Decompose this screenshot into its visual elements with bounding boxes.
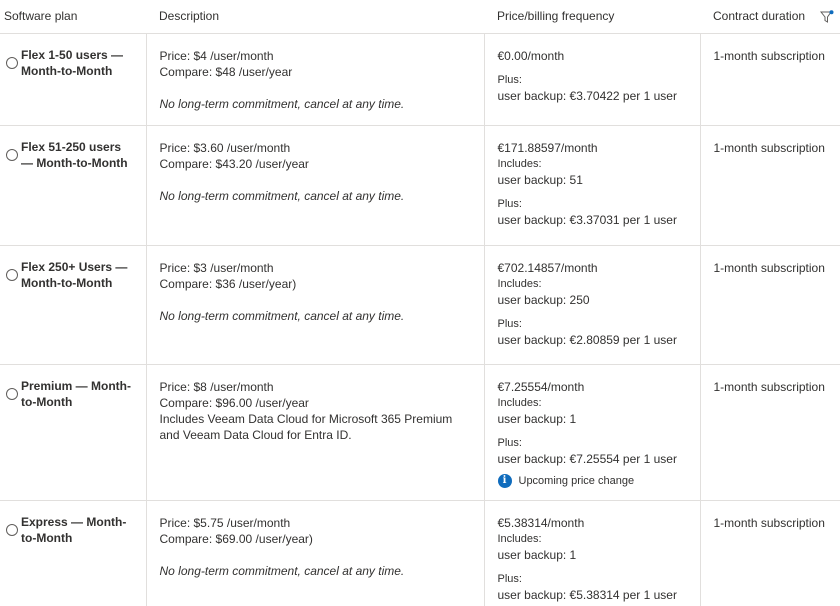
plan-row[interactable] [0,364,840,500]
filter-icon[interactable] [820,10,834,24]
description-line: Price: $4 /user/month [159,48,274,63]
plan-cell[interactable] [0,125,146,245]
header-row [0,0,840,33]
includes-line: Includes: [497,396,542,409]
description-line: Compare: $48 /user/year [159,64,293,79]
commitment-note: No long-term commitment, cancel at any time. [159,563,405,578]
price-cell [484,245,700,364]
monthly-price: €171.88597/month [497,140,598,155]
plus-price: user backup: €3.70422 per 1 user [497,88,677,103]
contract-duration: 1-month subscription [713,379,825,394]
commitment-note: No long-term commitment, cancel at any time. [159,188,405,203]
plus-label: Plus: [497,436,522,449]
contract-duration: 1-month subscription [713,140,825,155]
description-line: Compare: $96.00 /user/year [159,395,309,410]
includes-line: Includes: [497,277,542,290]
plan-cell[interactable] [0,500,146,606]
plus-price: user backup: €7.25554 per 1 user [497,451,677,466]
plan-name: Flex 51-250 users — Month-to-Month [21,139,128,170]
price-cell [484,500,700,606]
includes-line: user backup: 250 [497,292,590,307]
description-line: Compare: $36 /user/year) [159,276,297,291]
description-line: Price: $3.60 /user/month [159,140,291,155]
plan-cell[interactable] [0,364,146,500]
plan-row[interactable] [0,245,840,364]
duration-cell [700,364,840,500]
description-line: Price: $8 /user/month [159,379,274,394]
radio-button[interactable] [6,269,18,281]
radio-button[interactable] [6,57,18,69]
header-price[interactable]: Price/billing frequency [484,0,700,33]
radio-button[interactable] [6,524,18,536]
plan-cell[interactable] [0,245,146,364]
plan-option[interactable] [6,514,136,546]
plan-name: Express — Month-to-Month [21,514,127,545]
duration-cell [700,125,840,245]
plan-option[interactable] [6,139,136,171]
contract-duration: 1-month subscription [713,48,825,63]
description-cell [146,245,484,364]
monthly-price: €5.38314/month [497,515,585,530]
includes-line: user backup: 1 [497,411,577,426]
description-cell [146,125,484,245]
plus-price: user backup: €3.37031 per 1 user [497,212,677,227]
duration-cell [700,245,840,364]
description-line: Includes Veeam Data Cloud for Microsoft 365 Premium and Veeam Data Cloud for Entra ID. [159,411,453,442]
monthly-price: €702.14857/month [497,260,598,275]
monthly-price: €0.00/month [497,48,565,63]
plus-label: Plus: [497,73,522,86]
monthly-price: €7.25554/month [497,379,585,394]
description-line: Price: $3 /user/month [159,260,274,275]
duration-cell [700,500,840,606]
info-icon: i [498,474,512,488]
plan-name: Flex 250+ Users — Month-to-Month [21,259,128,290]
header-duration-label: Contract duration [713,9,806,24]
description-line: Compare: $69.00 /user/year) [159,531,313,546]
plan-name: Premium — Month-to-Month [21,378,131,409]
description-cell [146,33,484,125]
description-line: Price: $5.75 /user/month [159,515,291,530]
upcoming-label: Upcoming price change [518,474,635,487]
upcoming-price-change[interactable] [498,473,687,489]
plan-row[interactable] [0,125,840,245]
radio-button[interactable] [6,149,18,161]
includes-line: Includes: [497,532,542,545]
duration-cell [700,33,840,125]
plan-row[interactable] [0,500,840,606]
plan-cell[interactable] [0,33,146,125]
includes-line: user backup: 1 [497,547,577,562]
description-cell [146,364,484,500]
description-cell [146,500,484,606]
commitment-note: No long-term commitment, cancel at any time. [159,308,405,323]
includes-line: Includes: [497,157,542,170]
price-cell [484,364,700,500]
contract-duration: 1-month subscription [713,260,825,275]
plus-label: Plus: [497,572,522,585]
includes-line: user backup: 51 [497,172,583,187]
commitment-note: No long-term commitment, cancel at any time. [159,96,405,111]
plus-label: Plus: [497,317,522,330]
plan-name: Flex 1-50 users — Month-to-Month [21,47,124,78]
plan-option[interactable] [6,259,136,291]
price-cell [484,125,700,245]
header-plan[interactable]: Software plan [0,0,146,33]
plan-option[interactable] [6,47,136,79]
plus-price: user backup: €2.80859 per 1 user [497,332,677,347]
plan-option[interactable] [6,378,136,410]
plus-price: user backup: €5.38314 per 1 user [497,587,677,602]
contract-duration: 1-month subscription [713,515,825,530]
header-duration[interactable] [700,0,840,33]
header-description[interactable]: Description [146,0,484,33]
plus-label: Plus: [497,197,522,210]
price-cell [484,33,700,125]
plan-row[interactable] [0,33,840,125]
description-line: Compare: $43.20 /user/year [159,156,309,171]
radio-button[interactable] [6,388,18,400]
